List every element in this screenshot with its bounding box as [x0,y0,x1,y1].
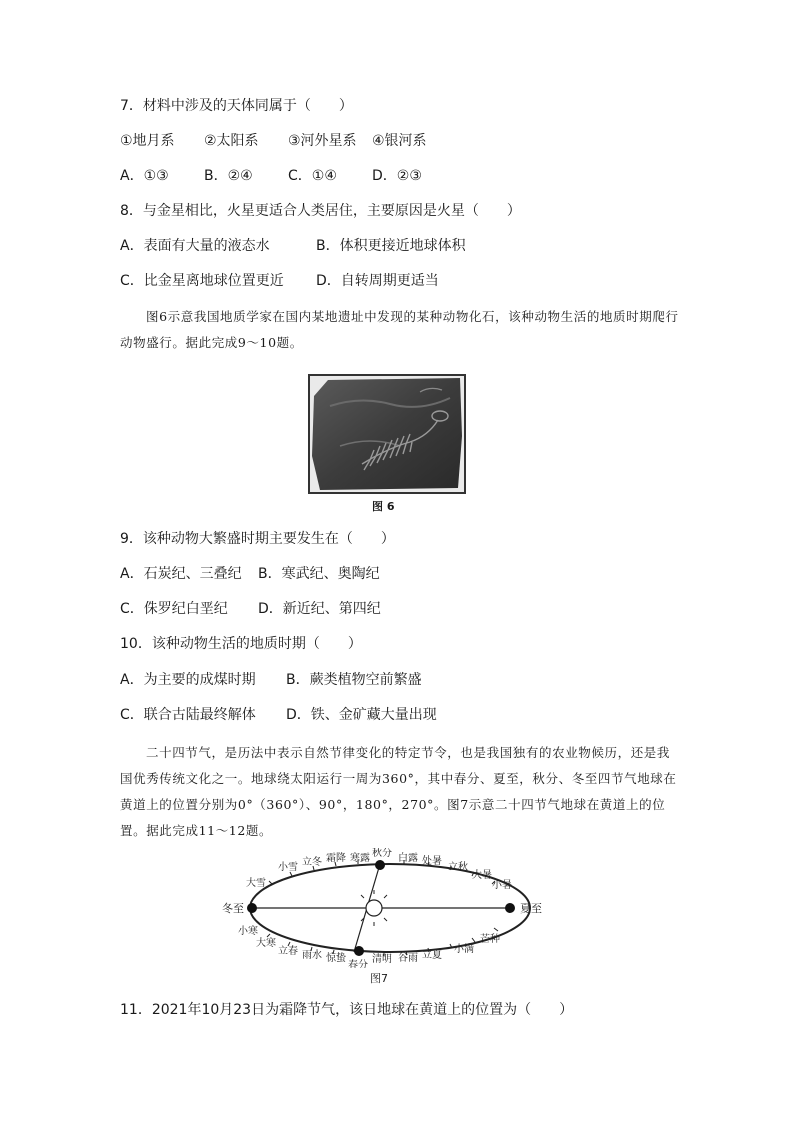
q10-option-a: A．为主要的成煤时期 [120,672,256,688]
q9-option-a: A．石炭纪、三叠纪 [120,566,242,582]
term-winter-solstice: 冬至 [222,902,244,915]
term-top-4: 秋分 [372,848,392,859]
earth-summer-solstice [505,903,515,913]
term-top-7: 立秋 [448,862,468,873]
q7-option-a: A．①③ [120,168,169,184]
term-top-3: 寒露 [350,853,370,864]
term-daxue: 大雪 [246,878,266,889]
q7-stem: 7．材料中涉及的天体同属于（ ） [120,98,353,114]
term-bottom-1: 大寒 [256,938,276,949]
q10-option-b: B．蕨类植物空前繁盛 [286,672,422,688]
fig6-caption: 图 6 [372,500,395,513]
term-top-1: 立冬 [302,857,322,868]
q8-option-c: C．比金星离地球位置更近 [120,273,284,289]
q7-item-2: ②太阳系 [204,133,259,149]
term-bottom-8: 立夏 [422,950,442,961]
term-top-8: 大暑 [472,870,492,881]
fossil-image [310,376,464,492]
q10-option-c: C．联合古陆最终解体 [120,707,256,723]
term-top-5: 白露 [398,853,418,864]
term-summer-solstice: 夏至 [520,902,542,915]
term-top-2: 霜降 [326,853,346,864]
q8-option-b: B．体积更接近地球体积 [316,238,466,254]
q10-option-d: D．铁、金矿藏大量出现 [286,707,437,723]
term-bottom-7: 谷雨 [398,953,418,964]
term-bottom-10: 芒种 [480,934,500,945]
term-bottom-6: 清明 [372,954,392,965]
term-bottom-5: 春分 [348,960,368,968]
q11-stem: 11．2021年10月23日为霜降节气，该日地球在黄道上的位置为（ ） [120,1002,574,1018]
intro-11-12: 二十四节气，是历法中表示自然节律变化的特定节令，也是我国独有的农业物候历，还是我国优秀传统文化之一。地球绕太阳运行一周为360°，其中春分、夏至，秋分、冬至四节气地球在黄道上的位置分别为0°（360°）、90°，180°，270°。图7示意二十四节气地球在黄道上的位置。据此完成11～12题。 [120,745,677,838]
term-top-0: 小雪 [278,862,298,873]
q8-option-a: A．表面有大量的液态水 [120,238,270,254]
q8-option-d: D．自转周期更适当 [316,273,439,289]
q9-option-d: D．新近纪、第四纪 [258,601,381,617]
q7-option-c: C．①④ [288,168,337,184]
fig7-caption: 图7 [370,972,388,985]
q10-stem: 10．该种动物生活的地质时期（ ） [120,636,362,652]
q7-option-d: D．②③ [372,168,422,184]
term-bottom-9: 小满 [454,944,474,955]
solar-terms-diagram [222,848,552,968]
term-bottom-4: 惊蛰 [326,953,346,964]
q9-stem: 9．该种动物大繁盛时期主要发生在（ ） [120,531,395,547]
term-bottom-0: 小寒 [238,926,258,937]
q9-option-b: B．寒武纪、奥陶纪 [258,566,380,582]
term-top-6: 处暑 [422,856,442,867]
earth-winter-solstice [247,903,257,913]
fossil-photo [308,374,466,494]
term-bottom-2: 立春 [278,946,298,957]
intro-9-10: 图6示意我国地质学家在国内某地遗址中发现的某种动物化石，该种动物生活的地质时期爬行动物盛行。据此完成9～10题。 [120,309,679,350]
earth-autumn-equinox [375,860,385,870]
q7-item-4: ④银河系 [372,133,427,149]
earth-spring-equinox [354,946,364,956]
term-top-9: 小暑 [492,880,512,891]
q7-option-b: B．②④ [204,168,253,184]
q9-option-c: C．侏罗纪白垩纪 [120,601,228,617]
q8-stem: 8．与金星相比，火星更适合人类居住，主要原因是火星（ ） [120,203,521,219]
term-bottom-3: 雨水 [302,950,322,961]
q7-item-1: ①地月系 [120,133,175,149]
q7-item-3: ③河外星系 [288,133,357,149]
